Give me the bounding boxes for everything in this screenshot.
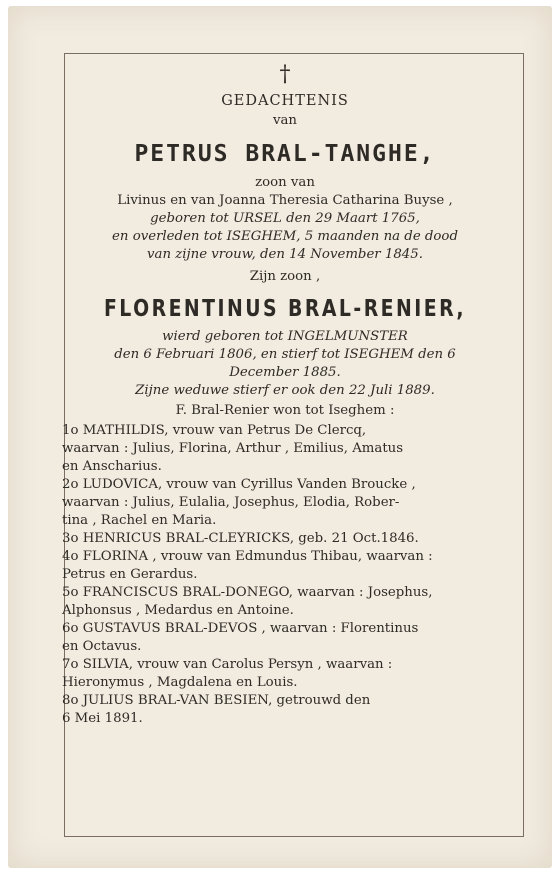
death-line-1: en overleden tot ISEGHEM, 5 maanden na de dood (112, 229, 458, 244)
list-item: 5o FRANCISCUS BRAL-DONEGO, waarvan : Josephus, Alphonsus , Medardus en Antoine. (62, 585, 433, 618)
van-line: van (272, 113, 297, 128)
list-item: 2o LUDOVICA, vrouw van Cyrillus Vanden Broucke , waarvan : Julius, Eulalia, Josephus, Elodia, Rober- tina , Rachel en Maria. (62, 477, 416, 528)
card-title: GEDACHTENIS (221, 93, 349, 109)
zijn-zoon-line: Zijn zoon , (249, 269, 321, 284)
list-item: 6o GUSTAVUS BRAL-DEVOS , waarvan : Florentinus en Octavus. (62, 621, 419, 654)
list-item: 4o FLORINA , vrouw van Edmundus Thibau, waarvan : Petrus en Gerardus. (62, 549, 433, 582)
son-death-line-1: den 6 Februari 1806, en stierf tot ISEGHEM den 6 (114, 347, 456, 362)
death-line-2: van zijne vrouw, den 14 November 1845. (147, 247, 423, 262)
list-item: 8o JULIUS BRAL-VAN BESIEN, getrouwd den 6 Mei 1891. (62, 693, 371, 726)
son-birth-line: wierd geboren tot INGELMUNSTER (162, 329, 408, 344)
deceased-name-father: PETRUS BRAL-TANGHE, (134, 141, 436, 167)
card-text (62, 60, 508, 728)
cross-icon: † (279, 62, 291, 87)
residence-line: F. Bral-Renier won tot Iseghem : (175, 403, 395, 418)
list-item: 1o MATHILDIS, vrouw van Petrus De Clercq, waarvan : Julius, Florina, Arthur , Emilius, Amatus en Anscharius. (62, 423, 404, 474)
deceased-name-son: FLORENTINUS BRAL-RENIER, (103, 296, 467, 322)
children-list (62, 422, 508, 728)
son-death-line-2: December 1885. (229, 365, 341, 380)
zoon-van-line: zoon van (255, 175, 315, 190)
list-item: 3o HENRICUS BRAL-CLEYRICKS, geb. 21 Oct.1846. (62, 531, 419, 546)
parents-line: Livinus en van Joanna Theresia Catharina Buyse , (117, 193, 453, 208)
list-item: 7o SILVIA, vrouw van Carolus Persyn , waarvan : Hieronymus , Magdalena en Louis. (62, 657, 393, 690)
birth-line: geboren tot URSEL den 29 Maart 1765, (150, 211, 420, 226)
widow-line: Zijne weduwe stierf er ook den 22 Juli 1889. (135, 383, 435, 398)
